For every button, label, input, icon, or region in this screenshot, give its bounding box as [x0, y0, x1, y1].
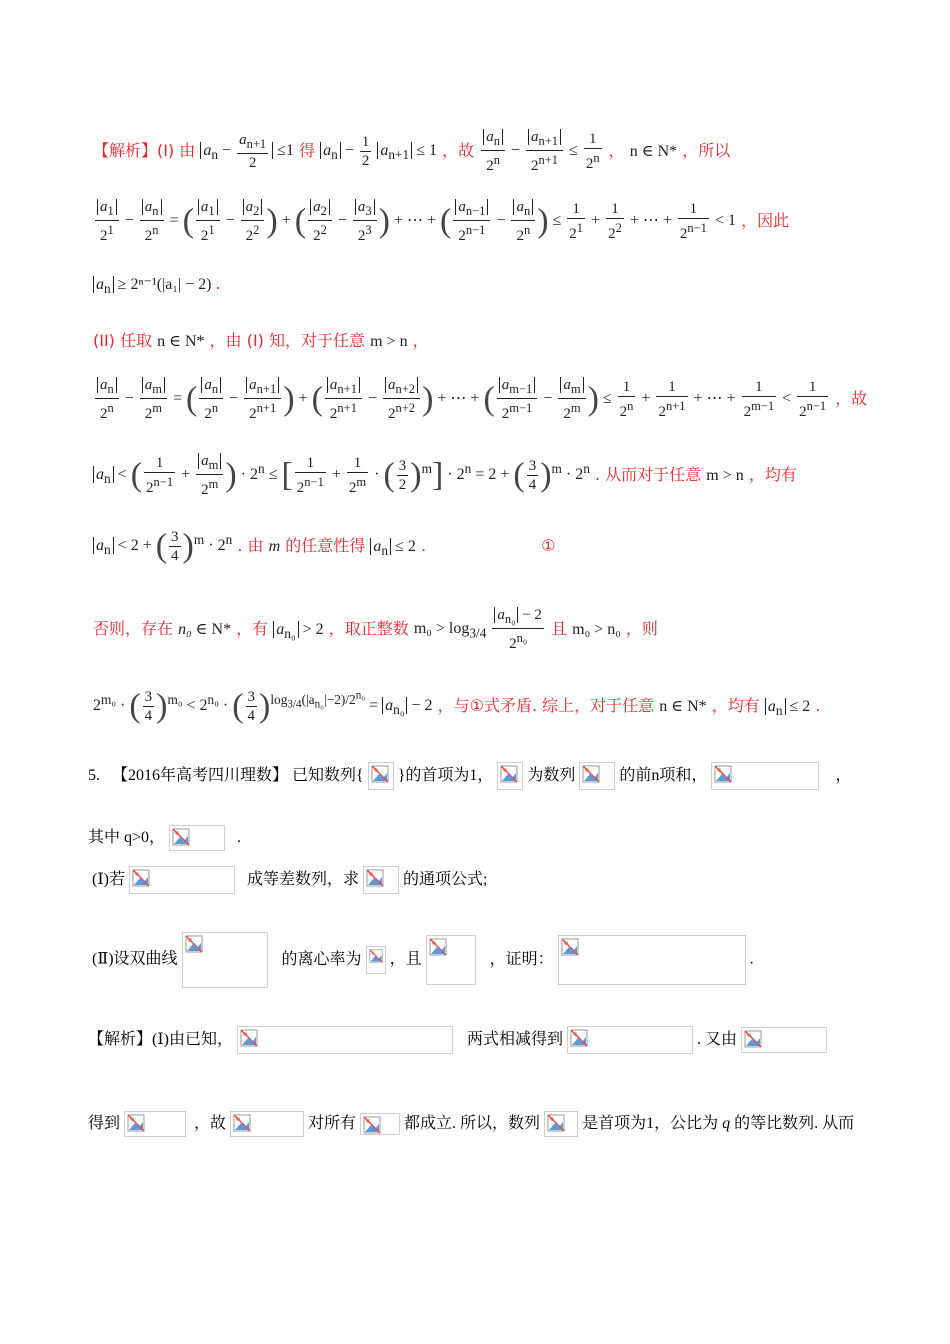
- broken-image-icon: [429, 938, 447, 956]
- formula-telescoping-1: $\frac{a_1}{2^1}$ − $\frac{a_n}{2^n}$ = ( $\frac{a_1}{2^1}$ − $\frac{a_2}{2^2}$ ) + ( $\frac{a_2}{2^2}$ − $\frac{a_3}{2^3}$ ) + ⋯ + ( $\frac{a_{n-1}}{2^{n-1}}$ − $\frac{a_n}{2^n}$ ) ≤ $\frac{1}{2^1}$ + $\frac{1}{2^2}$ + ⋯ + $\frac{1}{2^{n-1}}$ < 1: [93, 198, 736, 245]
- formula-2: $a_n$ − $\frac{1}{2}$ $a_{n+1} \le 1$: [320, 133, 437, 170]
- formula-contradiction: $2^{m_0}$ · ( $\frac{3}{4}$ )$^{m_0} < 2^{n_0}$ · ( $\frac{3}{4}$ )$^{log_{3/4}(|a_{n_0}|-2)/2^{n_0}} = a_{n_0} - 2$: [93, 687, 433, 725]
- formula-image-placeholder: [368, 762, 394, 790]
- solution-line-4: (II) 任取 n ∈ N* ，由 (I) 知，对于任意 m > n ，: [93, 331, 429, 350]
- formula-image-placeholder: [544, 1111, 578, 1137]
- solution-line-8: 否则，存在 n₀ ∈ N* ，有 $a_{n_0} > 2$ ，取正整数 $m_0 > \log_{3/4}$ $\frac{a_{n_0} - 2}{2^{n_0}}$ 且 m₀ > n₀ ，则: [93, 607, 658, 652]
- formula-image-placeholder: [124, 1111, 186, 1137]
- solution-line-7: $a_n < 2$ + ( $\frac{3}{4}$ )$^m \cdot 2^n$ . 由 m 的任意性得 $a_n \le 2$ . ①: [93, 528, 555, 565]
- formula-image-placeholder: [567, 1026, 693, 1054]
- broken-image-icon: [570, 1029, 588, 1047]
- formula-image-placeholder: [426, 935, 476, 985]
- broken-image-icon: [363, 1116, 381, 1134]
- formula-image-placeholder: [711, 762, 819, 790]
- solution5-line-2: 得到 ，故 对所有 都成立. 所以，数列 是首项为1，公比为 q 的等比数列. 从而: [88, 1110, 854, 1137]
- broken-image-icon: [233, 1114, 251, 1132]
- broken-image-icon: [547, 1114, 565, 1132]
- broken-image-icon: [240, 1029, 258, 1047]
- broken-image-icon: [366, 869, 384, 887]
- formula-limit: $a_n < 2$ + ( $\frac{3}{4}$ )$^m \cdot 2^n$: [93, 528, 232, 565]
- problem5-part2: (Ⅱ)设双曲线 的离心率为 ，且 ，证明： .: [92, 932, 754, 988]
- broken-image-icon: [127, 1114, 145, 1132]
- formula-image-placeholder: [741, 1027, 827, 1053]
- formula-image-placeholder: [230, 1111, 304, 1137]
- broken-image-icon: [500, 765, 518, 783]
- solution-label: 【解析】(I) 由: [93, 141, 196, 160]
- formula-telescoping-2: $\frac{a_n}{2^n}$ − $\frac{a_m}{2^m}$ = ( $\frac{a_n}{2^n}$ − $\frac{a_{n+1}}{2^{n+1}}$ ) + ( $\frac{a_{n+1}}{2^{n+1}}$ − $\frac{a_{n+2}}{2^{n+2}}$ ) + ⋯ + ( $\frac{a_{m-1}}{2^{m-1}}$ − $\frac{a_m}{2^m}$ ) ≤ $\frac{1}{2^n}$ + $\frac{1}{2^{n+1}}$ + ⋯ + $\frac{1}{2^{m-1}}$ < $\frac{1}{2^{n-1}}$: [93, 376, 830, 423]
- solution-line-3: $a_n \ge 2^{n-1}(|a_1| - 2)$ .: [93, 274, 221, 297]
- formula-image-placeholder: [237, 1026, 453, 1054]
- problem5-line-1: 5. 【2016年高考四川理数】 已知数列{ }的首项为1， 为数列 的前n项和， ，: [88, 762, 851, 790]
- formula-lower-bound: $a_n \ge 2^{n-1}(|a_1| - 2)$: [93, 276, 216, 293]
- formula-image-placeholder: [363, 866, 399, 894]
- broken-image-icon: [185, 935, 203, 953]
- formula-image-placeholder: [366, 946, 386, 974]
- formula-m0: $m_0 > \log_{3/4}$ $\frac{a_{n_0} - 2}{2^{n_0}}$: [413, 607, 542, 652]
- broken-image-icon: [371, 765, 389, 783]
- broken-image-icon: [714, 765, 732, 783]
- solution-line-1: 【解析】(I) 由 $a_n$ − $\frac{a_{n+1}}{2}$ ≤1 得 $a_n$ − $\frac{1}{2}$ $a_{n+1} \le 1$ ，故 $\frac{a_n}{2^n}$ − $\frac{a_{n+1}}{2^{n+1}}$ ≤ $\frac{1}{2^n}$ ， n ∈ N* ，所以: [93, 129, 731, 174]
- formula-1: $a_n$ − $\frac{a_{n+1}}{2}$ ≤1: [200, 131, 294, 172]
- broken-image-icon: [172, 828, 190, 846]
- broken-image-icon: [561, 938, 579, 956]
- solution-line-2: $\frac{a_1}{2^1}$ − $\frac{a_n}{2^n}$ = ( $\frac{a_1}{2^1}$ − $\frac{a_2}{2^2}$ ) + ( $\frac{a_2}{2^2}$ − $\frac{a_3}{2^3}$ ) + ⋯ + ( $\frac{a_{n-1}}{2^{n-1}}$ − $\frac{a_n}{2^n}$ ) ≤ $\frac{1}{2^1}$ + $\frac{1}{2^2}$ + ⋯ + $\frac{1}{2^{n-1}}$ < 1 ，因此: [93, 198, 789, 245]
- circled-one-marker: ①: [541, 536, 556, 555]
- formula-image-placeholder: [182, 932, 268, 988]
- broken-image-icon: [369, 949, 383, 963]
- solution-line-5: $\frac{a_n}{2^n}$ − $\frac{a_m}{2^m}$ = ( $\frac{a_n}{2^n}$ − $\frac{a_{n+1}}{2^{n+1}}$ ) + ( $\frac{a_{n+1}}{2^{n+1}}$ − $\frac{a_{n+2}}{2^{n+2}}$ ) + ⋯ + ( $\frac{a_{m-1}}{2^{m-1}}$ − $\frac{a_m}{2^m}$ ) ≤ $\frac{1}{2^n}$ + $\frac{1}{2^{n+1}}$ + ⋯ + $\frac{1}{2^{m-1}}$ < $\frac{1}{2^{n-1}}$ ，故: [93, 376, 867, 423]
- formula-image-placeholder: [497, 762, 523, 790]
- formula-image-placeholder: [129, 866, 235, 894]
- formula-image-placeholder: [558, 935, 746, 985]
- problem5-part1: (Ⅰ)若 成等差数列，求 的通项公式;: [92, 866, 487, 894]
- formula-bound-an: $a_n$ < ( $\frac{1}{2^{n-1}}$ + $\frac{a_m}{2^m}$ ) · $2^n$ ≤ [ $\frac{1}{2^{n-1}}$ + $\frac{1}{2^m}$ · ( $\frac{3}{2}$ )$^m] \cdot 2^n = 2$ + ( $\frac{3}{4}$ )$^m \cdot 2^n$: [93, 452, 590, 499]
- formula-image-placeholder: [360, 1113, 400, 1135]
- problem-number: 5.: [88, 767, 100, 784]
- solution5-line-1: 【解析】(Ⅰ)由已知， 两式相减得到 . 又由: [88, 1026, 827, 1054]
- broken-image-icon: [582, 765, 600, 783]
- formula-3: $\frac{a_n}{2^n}$ − $\frac{a_{n+1}}{2^{n+1}}$ ≤ $\frac{1}{2^n}$: [479, 128, 603, 175]
- problem5-line-2: 其中 q>0， .: [88, 824, 241, 851]
- problem-source: 【2016年高考四川理数】: [112, 767, 289, 784]
- broken-image-icon: [744, 1030, 762, 1048]
- solution-line-9: $2^{m_0}$ · ( $\frac{3}{4}$ )$^{m_0} < 2^{n_0}$ · ( $\frac{3}{4}$ )$^{log_{3/4}(|a_{n_0}|-2)/2^{n_0}} = a_{n_0} - 2$ ，与①式矛盾. 综上，对于任意 n ∈ N* ，均有 $a_n \le 2$ .: [93, 687, 821, 725]
- formula-image-placeholder: [579, 762, 615, 790]
- broken-image-icon: [132, 869, 150, 887]
- formula-image-placeholder: [169, 825, 225, 851]
- solution-label: 【解析】(Ⅰ)由已知，: [88, 1031, 233, 1048]
- solution-line-6: $a_n$ < ( $\frac{1}{2^{n-1}}$ + $\frac{a_m}{2^m}$ ) · $2^n$ ≤ [ $\frac{1}{2^{n-1}}$ + $\frac{1}{2^m}$ · ( $\frac{3}{2}$ )$^m] \cdot 2^n = 2$ + ( $\frac{3}{4}$ )$^m \cdot 2^n$ . 从而对于任意 m > n ，均有: [93, 452, 797, 499]
